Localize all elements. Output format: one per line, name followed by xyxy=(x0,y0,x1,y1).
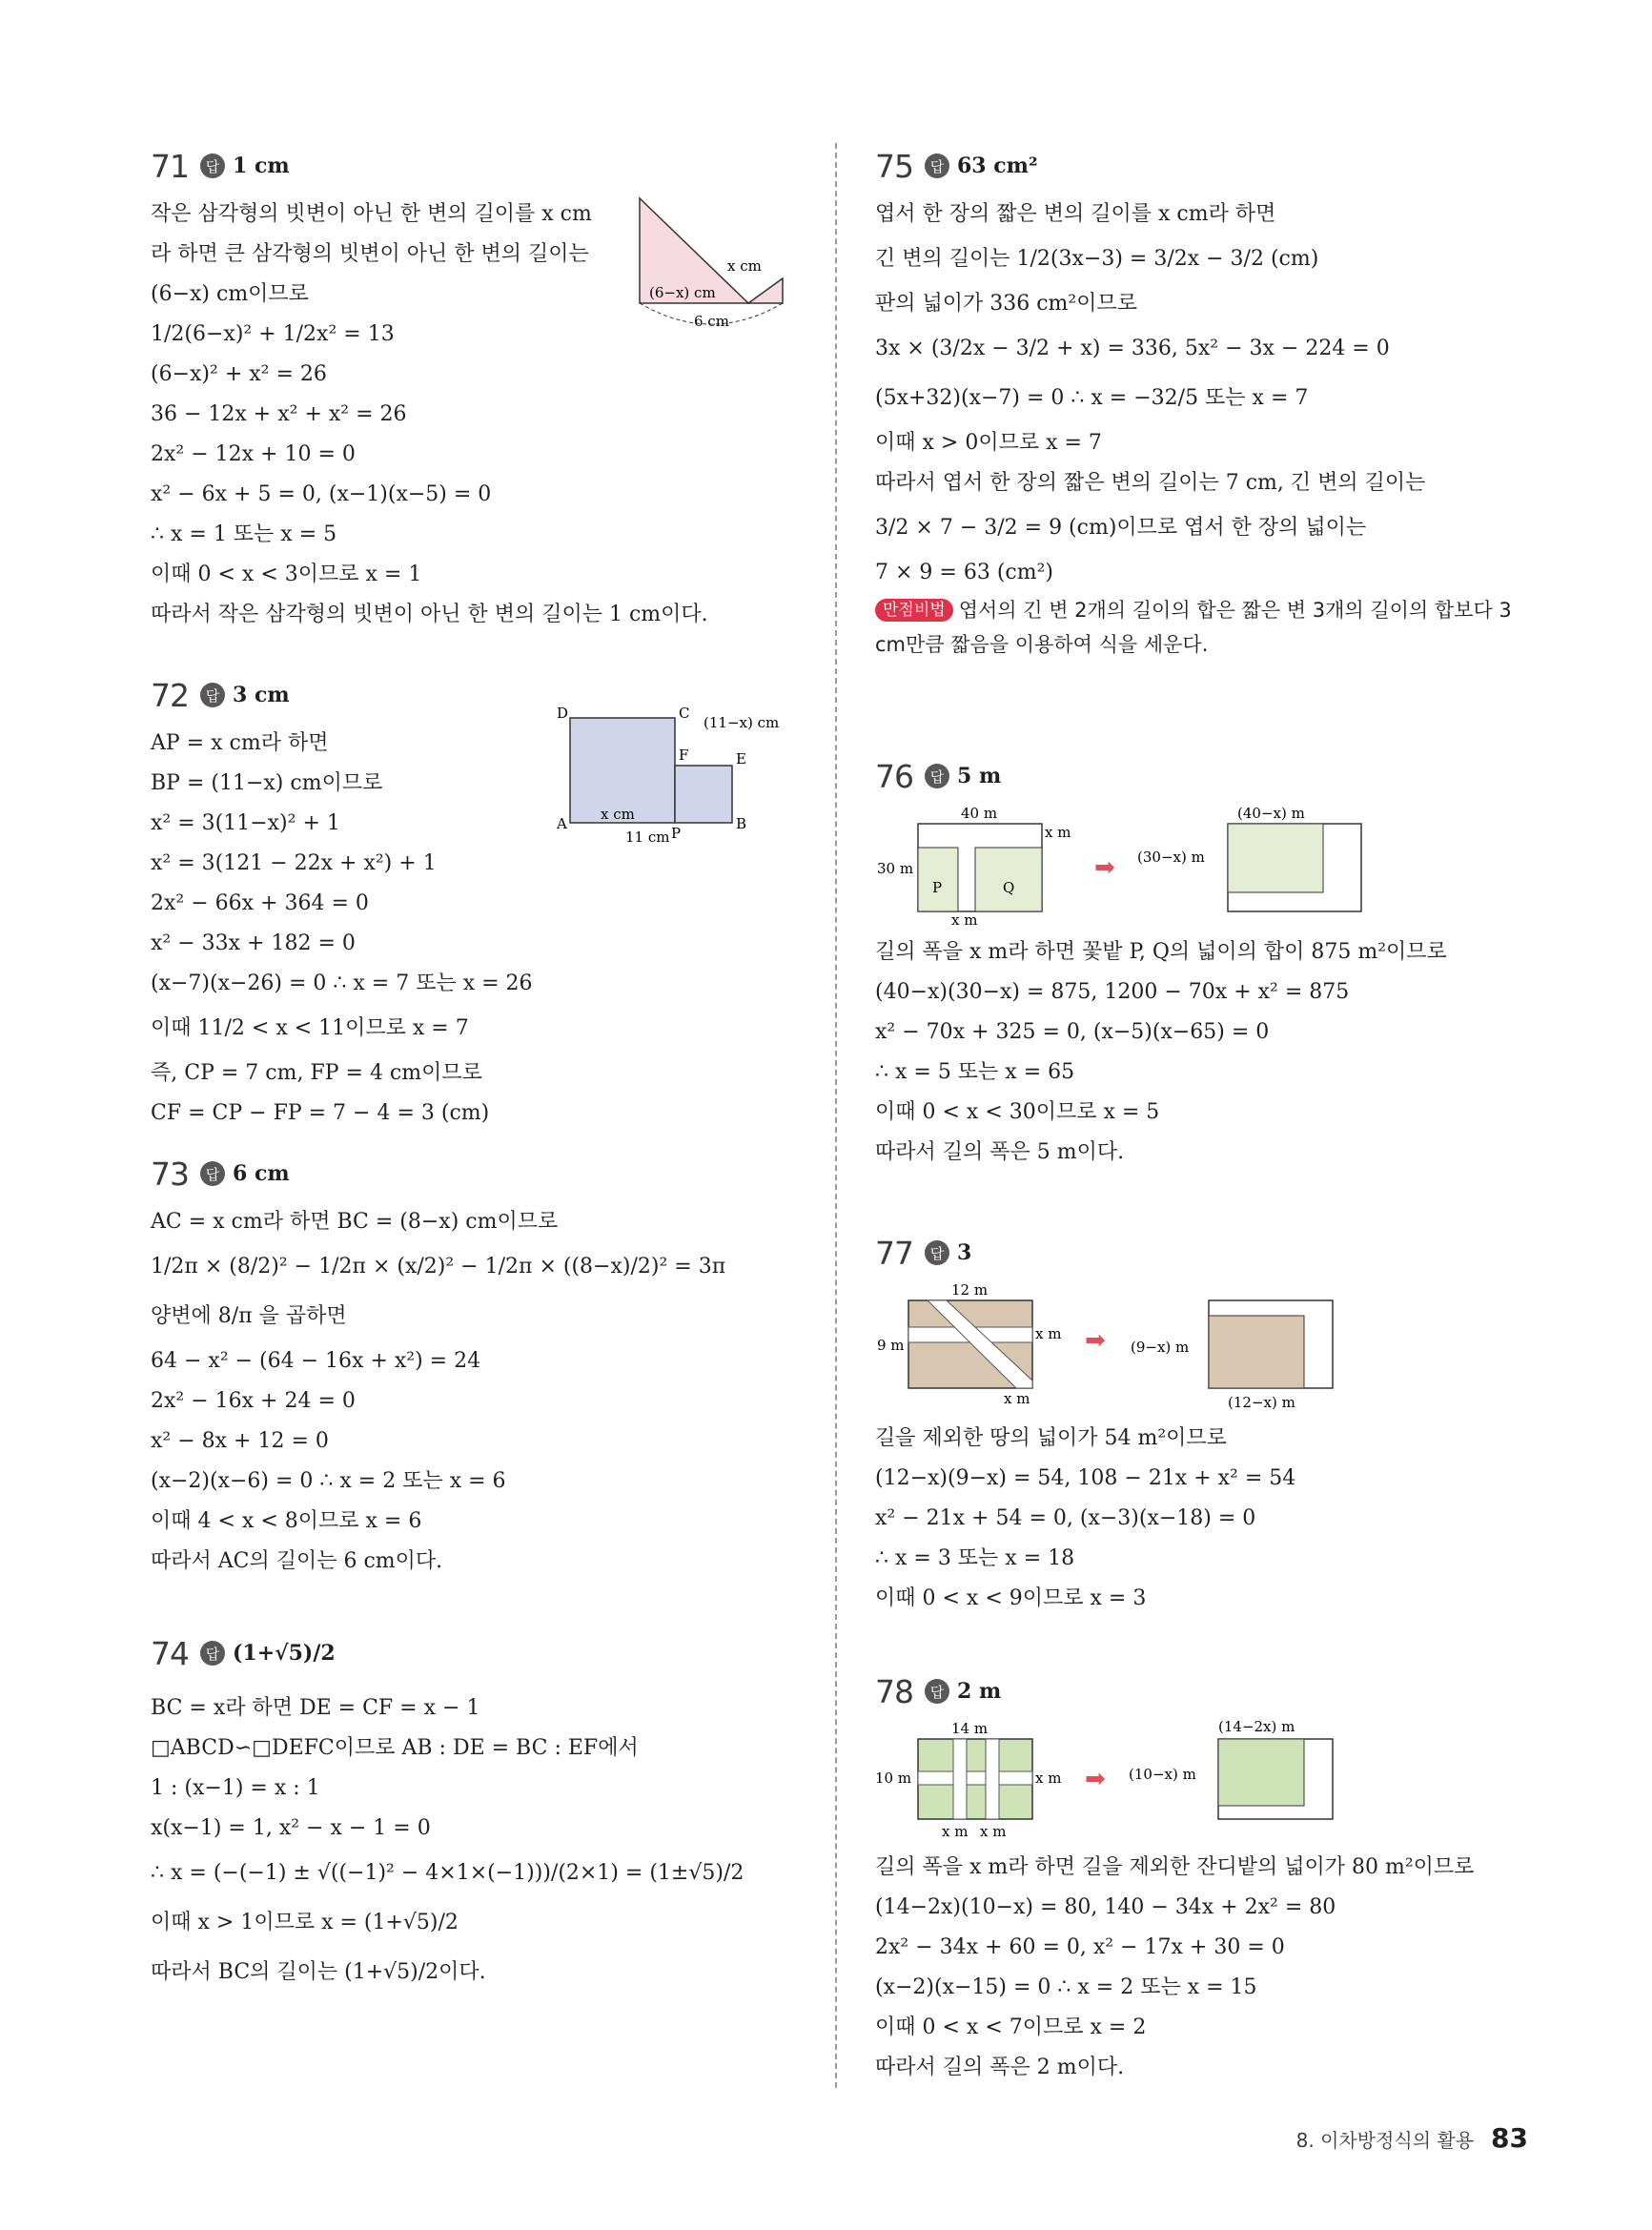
solution-line: 따라서 BC의 길이는 (1+√5)/2이다. xyxy=(151,1960,486,1984)
column-divider xyxy=(835,143,837,2088)
problem-number: 74 xyxy=(151,1634,189,1672)
label-40-minus-x: (40−x) m xyxy=(1237,805,1305,822)
answer: 6 cm xyxy=(233,1161,290,1186)
solution-line: AC = x cm라 하면 BC = (8−x) cm이므로 xyxy=(151,1210,559,1234)
solution-line: 라 하면 큰 삼각형의 빗변이 아닌 한 변의 길이는 xyxy=(151,242,589,266)
answer: 3 xyxy=(957,1240,972,1265)
solution-line: (x−2)(x−6) = 0 ∴ x = 2 또는 x = 6 xyxy=(151,1469,506,1493)
answer-badge: 답 xyxy=(200,153,225,178)
arrow-icon: ➡ xyxy=(1094,853,1115,882)
label-30-minus-x: (30−x) m xyxy=(1137,849,1205,866)
solution-line: 길의 폭을 x m라 하면 길을 제외한 잔디밭의 넓이가 80 m²이므로 xyxy=(875,1855,1475,1879)
solution-line: 이때 x > 1이므로 x = (1+√5)/2 xyxy=(151,1911,459,1934)
solution-line: (6−x) cm이므로 xyxy=(151,282,309,306)
solution-line: 7 × 9 = 63 (cm²) xyxy=(875,561,1053,584)
problem-75 xyxy=(875,143,1533,753)
land-figure xyxy=(875,1281,1533,1415)
problem-74 xyxy=(151,1624,808,1997)
problem-number: 72 xyxy=(151,676,189,714)
arrow-icon: ➡ xyxy=(1085,1765,1106,1793)
page-number: 83 xyxy=(1491,2122,1528,2154)
solution-line: 즉, CP = 7 cm, FP = 4 cm이므로 xyxy=(151,1061,482,1085)
answer-badge: 답 xyxy=(200,1641,225,1666)
solution-line: x² − 6x + 5 = 0, (x−1)(x−5) = 0 xyxy=(151,482,492,506)
vertex-B: B xyxy=(736,815,747,832)
label-40: 40 m xyxy=(961,805,998,822)
rectangle-figure xyxy=(551,701,799,844)
solution-line: □ABCD∽□DEFC이므로 AB : DE = BC : EF에서 xyxy=(151,1736,639,1760)
solution-line: 작은 삼각형의 빗변이 아닌 한 변의 길이를 x cm xyxy=(151,202,592,226)
label-6-minus-x: (6−x) cm xyxy=(649,284,716,301)
triangle-figure xyxy=(632,191,799,334)
label-x: x cm xyxy=(601,806,635,823)
solution-line: (x−7)(x−26) = 0 ∴ x = 7 또는 x = 26 xyxy=(151,972,533,995)
answer: 63 cm² xyxy=(957,153,1038,178)
problem-76 xyxy=(875,753,1533,1230)
solution-line: (x−2)(x−15) = 0 ∴ x = 2 또는 x = 15 xyxy=(875,1975,1257,1999)
solution-line: 3x × (3/2x − 3/2 + x) = 336, 5x² − 3x − 224 = 0 xyxy=(875,337,1390,360)
problem-number: 71 xyxy=(151,147,189,185)
label-x-bottom-1: x m xyxy=(942,1823,969,1840)
solution-line: ∴ x = 3 또는 x = 18 xyxy=(875,1546,1075,1570)
label-x-bottom: x m xyxy=(951,911,978,929)
problem-number: 76 xyxy=(875,757,913,795)
label-30: 30 m xyxy=(877,860,914,877)
left-column xyxy=(151,143,808,1997)
label-9-minus-x: (9−x) m xyxy=(1131,1339,1190,1356)
vertex-D: D xyxy=(557,705,569,722)
label-Q: Q xyxy=(1003,879,1015,896)
label-x-bottom: x m xyxy=(1004,1390,1030,1407)
solution-line: 양변에 8/π 을 곱하면 xyxy=(151,1304,347,1328)
vertex-E: E xyxy=(736,750,746,767)
vertex-F: F xyxy=(679,747,689,764)
solution-line: x² − 8x + 12 = 0 xyxy=(151,1429,329,1453)
solution-line: 판의 넓이가 336 cm²이므로 xyxy=(875,292,1137,316)
problem-number: 75 xyxy=(875,147,913,185)
solution-line: 이때 0 < x < 7이므로 x = 2 xyxy=(875,2015,1147,2039)
vertex-C: C xyxy=(679,705,690,722)
garden-figure xyxy=(875,805,1533,929)
solution-line: (12−x)(9−x) = 54, 108 − 21x + x² = 54 xyxy=(875,1466,1296,1490)
solution-line: 이때 0 < x < 30이므로 x = 5 xyxy=(875,1100,1160,1124)
solution-line: 2x² − 66x + 364 = 0 xyxy=(151,891,369,915)
vertex-A: A xyxy=(557,815,567,832)
answer-badge: 답 xyxy=(925,764,949,788)
solution-line: 따라서 AC의 길이는 6 cm이다. xyxy=(151,1549,443,1573)
label-12-minus-x: (12−x) m xyxy=(1228,1394,1295,1411)
right-column xyxy=(875,143,1533,2088)
problem-header xyxy=(875,1230,1533,1276)
answer-badge: 답 xyxy=(200,1161,225,1186)
problem-number: 73 xyxy=(151,1155,189,1193)
label-x-right: x m xyxy=(1035,1325,1062,1342)
problem-number: 77 xyxy=(875,1234,913,1272)
label-12: 12 m xyxy=(951,1281,989,1299)
answer: (1+√5)/2 xyxy=(233,1641,336,1666)
solution-line: 2x² − 12x + 10 = 0 xyxy=(151,442,356,466)
problem-header xyxy=(875,1668,1533,1714)
solution-line: (5x+32)(x−7) = 0 ∴ x = −32/5 또는 x = 7 xyxy=(875,386,1309,410)
problem-72 xyxy=(151,672,808,1151)
problem-header xyxy=(151,1151,808,1197)
page-footer xyxy=(1296,2122,1528,2154)
arrow-icon: ➡ xyxy=(1085,1326,1106,1355)
solution-line: ∴ x = (−(−1) ± √((−1)² − 4×1×(−1)))/(2×1) = (1±√5)/2 xyxy=(151,1861,744,1885)
solution-line: 이때 4 < x < 8이므로 x = 6 xyxy=(151,1509,422,1533)
solution-line: x² − 21x + 54 = 0, (x−3)(x−18) = 0 xyxy=(875,1506,1256,1530)
solution-line: x² = 3(11−x)² + 1 xyxy=(151,811,340,835)
answer: 1 cm xyxy=(233,153,290,178)
solution-line: 1/2(6−x)² + 1/2x² = 13 xyxy=(151,322,395,346)
solution-line: 따라서 엽서 한 장의 짧은 변의 길이는 7 cm, 긴 변의 길이는 xyxy=(875,471,1426,495)
tip-tag: 만점비법 xyxy=(875,599,953,622)
solution-line: 이때 11/2 < x < 11이므로 x = 7 xyxy=(151,1016,469,1040)
solution-line: 이때 0 < x < 3이므로 x = 1 xyxy=(151,563,422,586)
problem-header xyxy=(151,1624,808,1683)
label-x-right: x m xyxy=(1035,1770,1062,1787)
solution-line: BC = x라 하면 DE = CF = x − 1 xyxy=(151,1696,480,1720)
tip-note xyxy=(875,593,1533,662)
problem-71 xyxy=(151,143,808,672)
problem-header xyxy=(875,143,1533,189)
solution-line: ∴ x = 1 또는 x = 5 xyxy=(151,522,337,546)
vertex-P: P xyxy=(671,825,682,842)
solution-line: x² − 70x + 325 = 0, (x−5)(x−65) = 0 xyxy=(875,1020,1270,1044)
solution-line: 이때 x > 0이므로 x = 7 xyxy=(875,431,1102,455)
solution-line: 2x² − 16x + 24 = 0 xyxy=(151,1389,356,1413)
label-11: 11 cm xyxy=(625,829,670,844)
solution-line: CF = CP − FP = 7 − 4 = 3 (cm) xyxy=(151,1101,490,1125)
answer: 5 m xyxy=(957,764,1002,788)
label-x-right: x m xyxy=(1045,824,1071,841)
solution-line: x² − 33x + 182 = 0 xyxy=(151,931,356,955)
label-x: x cm xyxy=(727,257,762,275)
solution-line: 3/2 × 7 − 3/2 = 9 (cm)이므로 엽서 한 장의 넓이는 xyxy=(875,516,1367,540)
solution-line: (6−x)² + x² = 26 xyxy=(151,362,327,386)
solution-line: AP = x cm라 하면 xyxy=(151,731,329,755)
chapter-title: 8. 이차방정식의 활용 xyxy=(1295,2129,1475,2152)
problem-78 xyxy=(875,1668,1533,2088)
solution-line: 이때 0 < x < 9이므로 x = 3 xyxy=(875,1586,1147,1610)
label-P: P xyxy=(932,879,943,896)
solution-line: 64 − x² − (64 − 16x + x²) = 24 xyxy=(151,1349,481,1373)
label-x-bottom-2: x m xyxy=(980,1823,1007,1840)
tip-text: 엽서의 긴 변 2개의 길이의 합은 짧은 변 3개의 길이의 합보다 3 cm만큼 짧음을 이용하여 식을 세운다. xyxy=(875,599,1512,656)
answer: 3 cm xyxy=(233,683,290,707)
answer: 2 m xyxy=(957,1679,1002,1704)
solution-line: (14−2x)(10−x) = 80, 140 − 34x + 2x² = 80 xyxy=(875,1895,1336,1919)
label-10: 10 m xyxy=(875,1770,912,1787)
solution-line: 36 − 12x + x² + x² = 26 xyxy=(151,402,407,426)
label-14-minus-2x: (14−2x) m xyxy=(1218,1720,1295,1735)
solution-line: x(x−1) = 1, x² − x − 1 = 0 xyxy=(151,1816,431,1840)
label-6: 6 cm xyxy=(694,313,729,330)
problem-77 xyxy=(875,1230,1533,1668)
label-11-minus-x: (11−x) cm xyxy=(704,714,780,731)
problem-header xyxy=(875,753,1533,799)
answer-badge: 답 xyxy=(925,1679,949,1704)
solution-line: 2x² − 34x + 60 = 0, x² − 17x + 30 = 0 xyxy=(875,1935,1285,1959)
solution-line: 따라서 길의 폭은 5 m이다. xyxy=(875,1140,1125,1164)
label-14: 14 m xyxy=(951,1720,989,1737)
answer-badge: 답 xyxy=(925,153,949,178)
problem-73 xyxy=(151,1151,808,1624)
solution-line: 길을 제외한 땅의 넓이가 54 m²이므로 xyxy=(875,1426,1227,1450)
label-10-minus-x: (10−x) m xyxy=(1129,1766,1196,1783)
solution-line: 따라서 작은 삼각형의 빗변이 아닌 한 변의 길이는 1 cm이다. xyxy=(151,603,708,626)
solution-line: 1/2π × (8/2)² − 1/2π × (x/2)² − 1/2π × ((8−x)/2)² = 3π xyxy=(151,1255,726,1279)
solution-line: 1 : (x−1) = x : 1 xyxy=(151,1776,320,1800)
solution-line: 엽서 한 장의 짧은 변의 길이를 x cm라 하면 xyxy=(875,202,1276,226)
solution-line: 따라서 길의 폭은 2 m이다. xyxy=(875,2056,1125,2079)
problem-number: 78 xyxy=(875,1672,913,1710)
lawn-figure xyxy=(875,1720,1533,1844)
solution-line: 긴 변의 길이는 1/2(3x−3) = 3/2x − 3/2 (cm) xyxy=(875,247,1319,271)
solution-line: x² = 3(121 − 22x + x²) + 1 xyxy=(151,851,437,875)
solution-line: 길의 폭을 x m라 하면 꽃밭 P, Q의 넓이의 합이 875 m²이므로 xyxy=(875,940,1447,964)
label-9: 9 m xyxy=(877,1337,905,1354)
answer-badge: 답 xyxy=(200,683,225,707)
solution-line: BP = (11−x) cm이므로 xyxy=(151,771,383,795)
answer-badge: 답 xyxy=(925,1240,949,1265)
solution-line: ∴ x = 5 또는 x = 65 xyxy=(875,1060,1075,1084)
solution-line: (40−x)(30−x) = 875, 1200 − 70x + x² = 875 xyxy=(875,980,1350,1004)
problem-header xyxy=(151,143,808,189)
